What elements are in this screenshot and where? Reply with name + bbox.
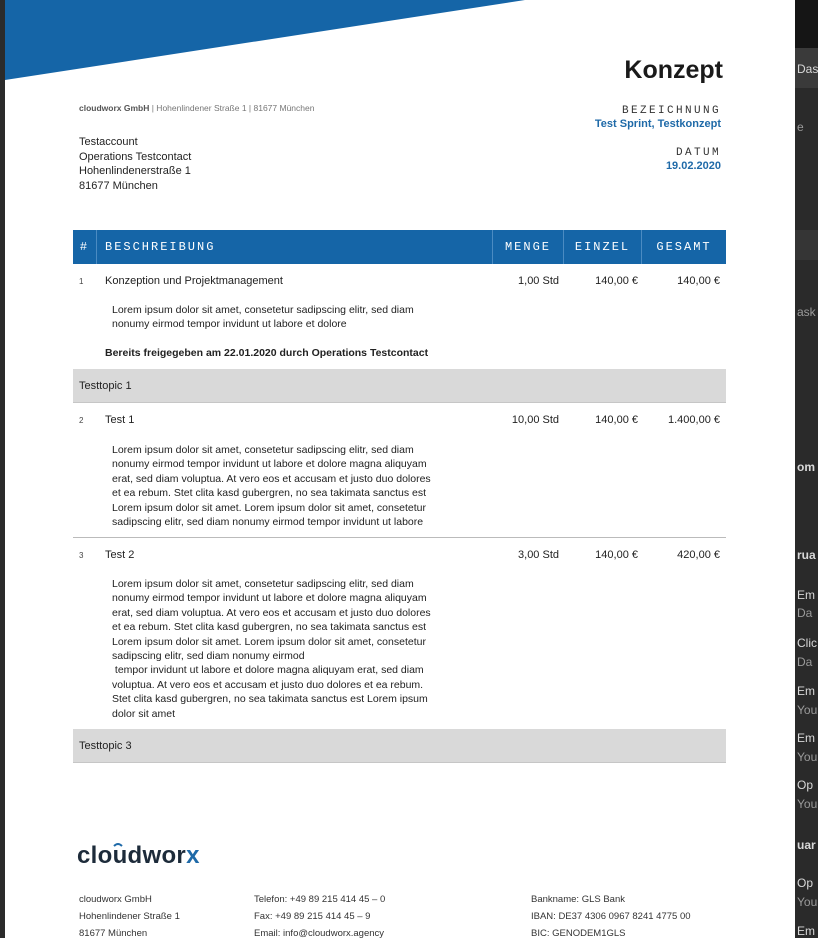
footer-line: 81677 München (79, 928, 148, 938)
description-line: erat, sed diam voluptua. At vero eos et accusam et justo duo dolores (112, 472, 431, 485)
recipient-line: Testaccount (79, 136, 138, 148)
table-row (73, 403, 726, 538)
bg-label: You (797, 750, 818, 764)
bg-label: ask (797, 305, 816, 319)
description-line: erat, sed diam voluptua. At vero eos et accusam et justo duo dolores (112, 606, 431, 619)
description-line: Lorem ipsum dolor sit amet, consetetur sadipscing elitr, sed diam (112, 578, 414, 590)
bg-row (795, 230, 818, 260)
row-quantity: 1,00 Std (518, 275, 559, 287)
description-line: et ea rebum. Stet clita kasd gubergren, no sea takimata sanctus est (112, 487, 427, 500)
description-line: tempor invidunt ut labore et dolore magna aliquyam erat, sed diam (112, 664, 424, 677)
banner-shape (5, 0, 525, 80)
table-row (73, 538, 726, 729)
row-number: 1 (79, 277, 84, 286)
footer-contact (254, 891, 385, 938)
datum-value: 19.02.2020 (665, 160, 721, 172)
description-line: sadipscing elitr, sed diam nonumy eirmod tempor invidunt ut labore (112, 516, 424, 529)
row-quantity: 3,00 Std (518, 549, 559, 561)
topic-row: Testtopic 1 (73, 369, 726, 403)
footer-line: IBAN: DE37 4306 0967 8241 4775 00 (531, 911, 691, 922)
logo-wordmark: cloudwor (77, 842, 187, 869)
logo-accent-icon (113, 842, 123, 847)
row-unit-price: 140,00 € (595, 414, 638, 426)
description-line: dolor sit amet (112, 707, 176, 720)
bg-label: You (797, 797, 818, 811)
description-line: nonumy eirmod tempor invidunt ut labore et dolore magna aliquyam (112, 458, 427, 471)
description-line: Stet clita kasd gubergren, no sea takimata sanctus est Lorem ipsum (112, 693, 428, 706)
bg-label[interactable]: Em (797, 731, 815, 745)
bezeichnung-value: Test Sprint, Testkonzept (594, 118, 721, 130)
bg-label[interactable]: Op (797, 778, 814, 792)
description-line: Lorem ipsum dolor sit amet. Lorem ipsum dolor sit amet, consetetur (112, 635, 426, 648)
description-line: Lorem ipsum dolor sit amet, consetetur sadipscing elitr, sed diam (112, 444, 414, 456)
col-header-einzel: EINZEL (564, 230, 642, 264)
bg-label: e (797, 120, 804, 134)
items-table (73, 230, 726, 763)
topic-row: Testtopic 3 (73, 729, 726, 763)
bg-topbar (795, 0, 818, 48)
bg-label[interactable]: Das (797, 62, 818, 76)
meta-bezeichnung (595, 105, 721, 130)
description-line: voluptua. At vero eos et accusam et justo duo dolores et ea rebum. (112, 678, 424, 691)
col-header-num: # (73, 230, 97, 264)
row-unit-price: 140,00 € (595, 275, 638, 287)
bg-label: Da (797, 655, 813, 669)
footer-line: BIC: GENODEM1GLS (531, 928, 626, 938)
document-title: Konzept (624, 56, 723, 84)
description-line: Lorem ipsum dolor sit amet. Lorem ipsum dolor sit amet, consetetur (112, 501, 426, 514)
recipient-line: Operations Testcontact (79, 150, 192, 163)
recipient-line: Hohenlindenerstraße 1 (79, 165, 191, 177)
row-unit-price: 140,00 € (595, 549, 638, 561)
row-number: 3 (79, 551, 84, 560)
footer-line: Hohenlindener Straße 1 (79, 911, 180, 922)
col-header-gesamt: GESAMT (656, 240, 712, 254)
bg-label: Da (797, 606, 813, 620)
logo-x: x (186, 842, 200, 869)
sender-company: cloudworx GmbH (79, 103, 150, 113)
document-page (5, 0, 795, 938)
description-line: nonumy eirmod tempor invidunt ut labore et dolore (112, 318, 347, 331)
row-title: Test 1 (105, 414, 135, 426)
bg-label: You (797, 703, 818, 717)
bg-label: You (797, 895, 818, 909)
row-description (112, 443, 484, 529)
footer-bank (531, 891, 691, 938)
bg-label: rua (797, 548, 816, 562)
sender-line (79, 103, 314, 113)
row-number: 2 (79, 416, 84, 425)
col-header-beschreibung: BESCHREIBUNG (97, 230, 493, 264)
bg-label[interactable]: Op (797, 876, 814, 890)
row-description (112, 577, 484, 721)
row-quantity: 10,00 Std (511, 414, 559, 426)
row-description (112, 303, 484, 332)
cloudworx-logo (77, 842, 200, 870)
sender-address: | Hohenlindener Straße 1 | 81677 München (149, 103, 315, 113)
description-line: nonumy eirmod tempor invidunt ut labore et dolore magna aliquyam (112, 592, 427, 605)
background-app-right-panel (795, 0, 818, 938)
bg-label[interactable]: Em (797, 924, 815, 938)
meta-datum (666, 147, 721, 172)
footer-line: Bankname: GLS Bank (531, 894, 625, 905)
bg-label[interactable]: Clic (797, 636, 817, 650)
row-title: Konzeption und Projektmanagement (105, 275, 283, 287)
row-title: Test 2 (105, 549, 135, 561)
col-header-menge: MENGE (493, 230, 564, 264)
header-banner (5, 0, 525, 80)
approval-note: Bereits freigegeben am 22.01.2020 durch Operations Testcontact (105, 347, 429, 359)
row-total: 420,00 € (677, 549, 720, 561)
footer-line: Email: info@cloudworx.agency (254, 928, 385, 938)
description-line: et ea rebum. Stet clita kasd gubergren, no sea takimata sanctus est (112, 621, 427, 634)
row-total: 140,00 € (677, 275, 720, 287)
bg-label[interactable]: Em (797, 684, 815, 698)
table-header (73, 230, 726, 264)
bg-label: om (797, 460, 815, 474)
bg-label: uar (797, 838, 816, 852)
recipient-line: 81677 München (79, 179, 158, 192)
footer-line: Fax: +49 89 215 414 45 – 9 (254, 911, 371, 922)
table-row (73, 264, 726, 369)
recipient-address (79, 135, 191, 193)
datum-label: DATUM (675, 147, 721, 159)
footer-line: cloudworx GmbH (79, 894, 152, 905)
description-line: Lorem ipsum dolor sit amet, consetetur sadipscing elitr, sed diam (112, 304, 414, 316)
bezeichnung-label: BEZEICHNUNG (621, 105, 721, 117)
description-line: sadipscing elitr, sed diam nonumy eirmod (112, 650, 305, 663)
row-total: 1.400,00 € (668, 414, 720, 426)
bg-label[interactable]: Em (797, 588, 815, 602)
footer-line: Telefon: +49 89 215 414 45 – 0 (254, 894, 386, 905)
footer-company (79, 891, 180, 938)
